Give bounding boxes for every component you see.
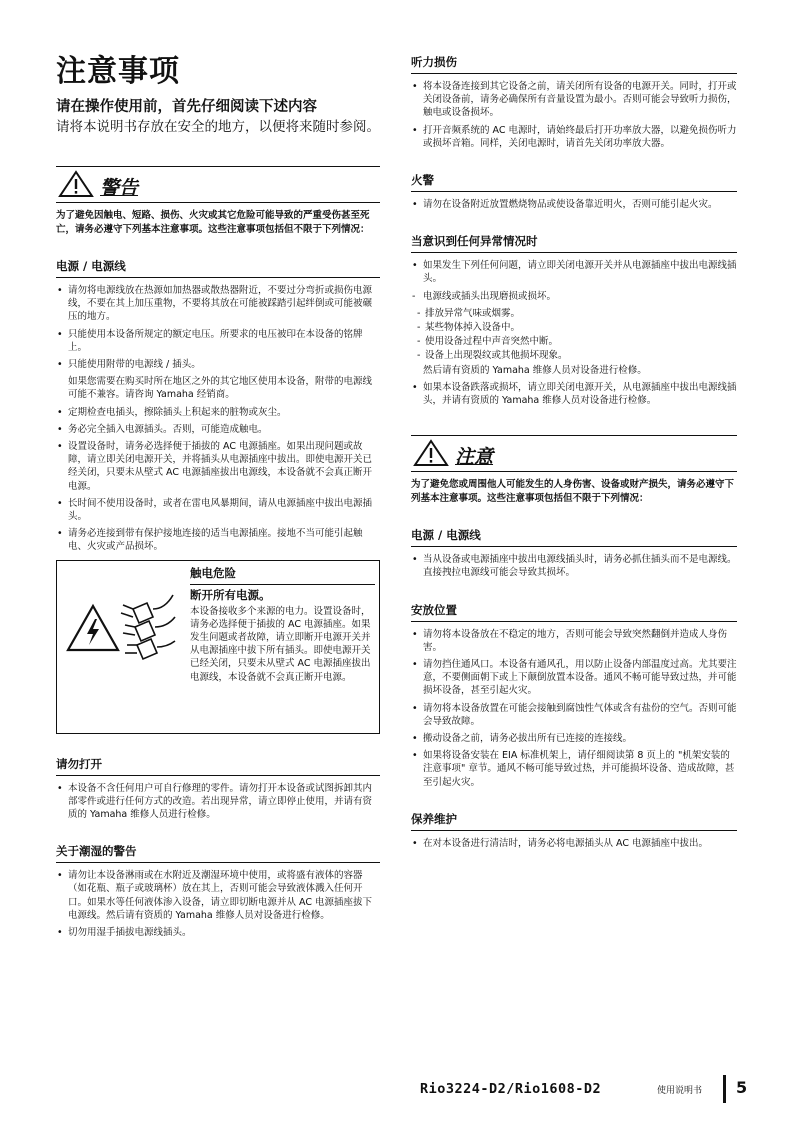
warning-intro: 为了避免因触电、短路、损伤、火灾或其它危险可能导致的严重受伤甚至死亡，请务必遵守下列基本注意事项。这些注意事项包括但不限于下列情况：	[56, 210, 370, 235]
list-item: • 请勿让本设备淋雨或在水附近及潮湿环境中使用，或将盛有液体的容器 （如花瓶、瓶子或玻璃杯）放在其上，否则可能会导致液体溅入任何开口。如果水等任何液体渗入设备，请立即切断电源并从 AC 电源插座拔下电源线。然后请有资质的 Yamaha 维修人员对设备进行检修。	[56, 869, 380, 922]
list-item: - 电源线或插头出现磨损或损坏。	[411, 290, 737, 303]
section-heading-do-not-open: 请勿打开	[56, 756, 380, 776]
section-heading-location: 安放位置	[411, 602, 737, 622]
model-name: Rio3224-D2/Rio1608-D2	[420, 1081, 602, 1097]
page-title: 注意事项	[56, 54, 180, 89]
list-item: • 如果将设备安装在 EIA 标准机架上，请仔细阅读第 8 页上的 "机架安装的注意事项" 章节。通风不畅可能导致过热，并可能损坏设备、造成故障，甚至引起火灾。	[411, 749, 737, 789]
list-item: • 定期检查电插头，擦除插头上积起来的脏物或灰尘。	[56, 406, 380, 419]
section-heading-maintenance: 保养维护	[411, 811, 737, 831]
abnormal-list	[411, 259, 737, 407]
list-subitem: - 某些物体掉入设备中。	[411, 321, 737, 334]
list-item: • 长时间不使用设备时，或者在雷电风暴期间，请从电源插座中拔出电源插头。	[56, 497, 380, 523]
list-item: • 请勿将本设备放置在可能会接触到腐蚀性气体或含有盐份的空气。否则可能会导致故障。	[411, 702, 737, 728]
list-item: • 切勿用湿手插拔电源线插头。	[56, 926, 380, 939]
list-item: • 请务必连接到带有保护接地连接的适当电源插座。接地不当可能引起触电、火灾或产品损坏。	[56, 527, 380, 553]
page-subtitle: 请在操作使用前，首先仔细阅读下述内容	[56, 99, 317, 115]
page-footer	[420, 1075, 760, 1105]
location-list	[411, 628, 737, 789]
list-item: • 设置设备时，请务必选择便于插拔的 AC 电源插座。如果出现问题或故障，请立即关闭电源开关，并将插头从电源插座中拔出。即使电源开关已经关闭，只要未从壁式 AC 电源插座拔出电源线，本设备就不会真正断开电源。	[56, 440, 380, 493]
shock-hazard-title: 触电危险	[190, 561, 375, 585]
section-heading-abnormal: 当意识到任何异常情况时	[411, 233, 737, 253]
shock-hazard-box	[56, 560, 380, 734]
caution-intro: 为了避免您或周围他人可能发生的人身伤害、设备或财产损失，请务必遵守下列基本注意事项。这些注意事项包括但不限于下列情况：	[411, 479, 735, 504]
shock-hazard-text	[190, 561, 375, 684]
do-not-open-list	[56, 782, 380, 822]
section-heading-fire: 火警	[411, 172, 737, 192]
list-item: • 请勿挡住通风口。本设备有通风孔，用以防止设备内部温度过高。尤其要注意，不要侧面朝下或上下颠倒放置本设备。通风不畅可能导致过热，并可能损坏设备，甚至引起火灾。	[411, 658, 737, 698]
list-item: • 只能使用附带的电源线 / 插头。	[56, 358, 380, 371]
left-column	[56, 55, 380, 943]
page-number: 5	[736, 1078, 748, 1097]
list-item: • 在对本设备进行清洁时，请务必将电源插头从 AC 电源插座中拔出。	[411, 837, 737, 850]
section-heading-moisture: 关于潮湿的警告	[56, 843, 380, 863]
manual-label: 使用说明书	[657, 1086, 703, 1096]
list-subitem: - 排放异常气味或烟雾。	[411, 307, 737, 320]
warning-header	[56, 166, 380, 203]
power-list-continued	[56, 406, 380, 554]
footer-divider	[723, 1075, 726, 1103]
list-subitem: - 设备上出现裂纹或其他损坏现象。	[411, 349, 737, 362]
maintenance-list	[411, 837, 737, 850]
lightning-warning-icon	[65, 603, 121, 653]
caution-triangle-icon	[413, 439, 449, 467]
warning-triangle-icon	[58, 170, 94, 198]
right-column	[411, 54, 737, 854]
list-item: • 如果本设备跌落或损坏，请立即关闭电源开关，从电源插座中拔出电源线插头，并请有资质的 Yamaha 维修人员对设备进行检修。	[411, 381, 737, 407]
section-heading-hearing: 听力损伤	[411, 54, 737, 74]
list-item: • 请勿将电源线放在热源如加热器或散热器附近，不要过分弯折或损伤电源线，不要在其上加压重物，不要将其放在可能被踩踏引起绊倒或可能被碾压的地方。	[56, 284, 380, 324]
list-item: • 务必完全插入电源插头。否则，可能造成触电。	[56, 423, 380, 436]
intro-text: 请将本说明书存放在安全的地方，以便将来随时参阅。	[56, 119, 380, 135]
list-note: 如果您需要在购买时所在地区之外的其它地区使用本设备，附带的电源线可能不兼容。请咨询 Yamaha 经销商。	[68, 376, 373, 401]
list-item: • 请勿将本设备放在不稳定的地方，否则可能会导致突然翻倒并造成人身伤害。	[411, 628, 737, 654]
warning-label: 警告	[100, 177, 139, 199]
list-item: • 搬动设备之前，请务必拔出所有已连接的连接线。	[411, 732, 737, 745]
list-item: • 本设备不含任何用户可自行修理的零件。请勿打开本设备或试图拆卸其内部零件或进行任何方式的改造。若出现异常，请立即停止使用，并请有资质的 Yamaha 维修人员进行检修。	[56, 782, 380, 822]
multiple-plugs-icon	[119, 589, 179, 663]
list-note: 然后请有资质的 Yamaha 维修人员对设备进行检修。	[423, 364, 647, 376]
section-heading-power: 电源 / 电源线	[56, 258, 380, 278]
section-heading-power-caution: 电源 / 电源线	[411, 527, 737, 547]
list-item: • 将本设备连接到其它设备之前，请关闭所有设备的电源开关。同时，打开或关闭设备前，请务必确保所有音量设置为最小。否则可能会导致听力损伤，触电或设备损坏。	[411, 80, 737, 120]
power-caution-list	[411, 553, 737, 579]
list-subitem: - 使用设备过程中声音突然中断。	[411, 335, 737, 348]
shock-hazard-description: 本设备接收多个来源的电力。设置设备时，请务必选择便于插拔的 AC 电源插座。如果发生问题或者故障，请立即断开电源开关并从电源插座中拔下所有插头。即使电源开关已经关闭，只要未从壁式 AC 电源插座拔出电源线，本设备就不会真正断开电源。	[190, 605, 371, 683]
caution-label: 注意	[455, 446, 494, 469]
fire-list	[411, 198, 737, 211]
hearing-list	[411, 80, 737, 150]
list-item: • 当从设备或电源插座中拔出电源线插头时，请务必抓住插头而不是电源线。直接拽拉电源线可能会导致其损坏。	[411, 553, 737, 579]
list-item: • 请勿在设备附近放置燃烧物品或使设备靠近明火，否则可能引起火灾。	[411, 198, 737, 211]
caution-header	[411, 435, 737, 472]
list-item: • 打开音频系统的 AC 电源时，请始终最后打开功率放大器，以避免损伤听力或损坏音箱。同样，关闭电源时，请首先关闭功率放大器。	[411, 124, 737, 150]
shock-hazard-graphic	[65, 589, 183, 699]
moisture-list	[56, 869, 380, 939]
list-item: • 只能使用本设备所规定的额定电压。所要求的电压被印在本设备的铭牌上。	[56, 328, 380, 354]
power-list	[56, 284, 380, 371]
shock-hazard-lead: 断开所有电源。	[190, 587, 271, 602]
list-item: • 如果发生下列任何问题，请立即关闭电源开关并从电源插座中拔出电源线插头。	[411, 259, 737, 285]
